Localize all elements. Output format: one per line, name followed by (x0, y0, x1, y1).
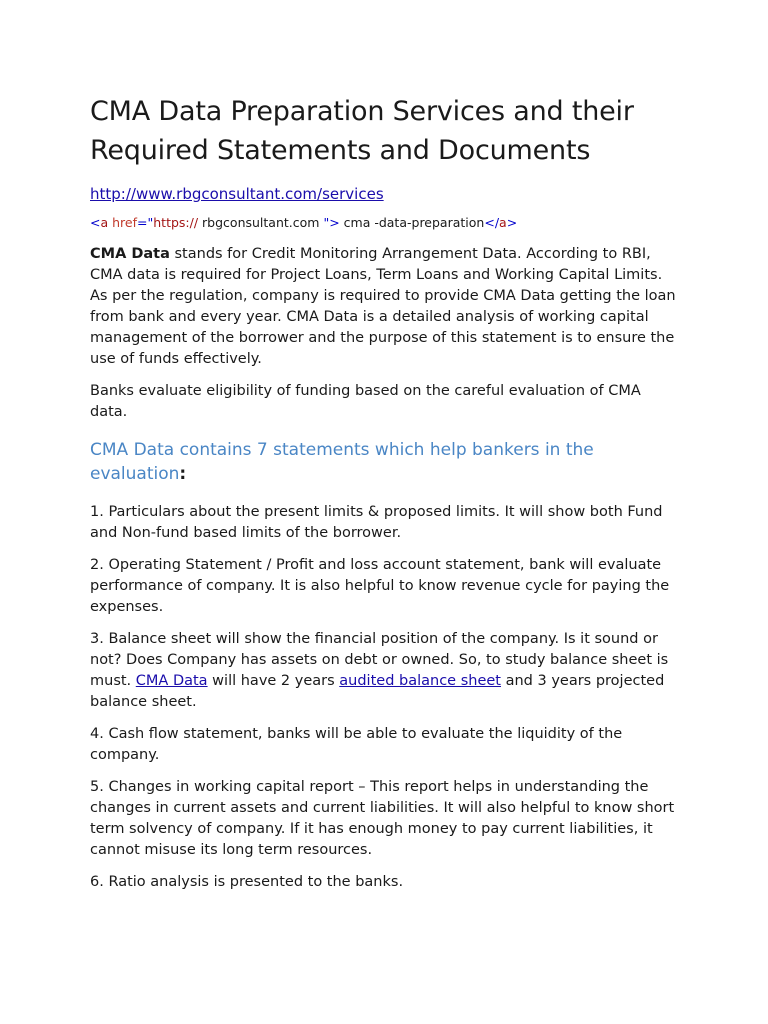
intro-bold-term: CMA Data (90, 246, 170, 262)
code-tag-name: a (100, 215, 109, 230)
code-close-gt: > (506, 215, 518, 230)
list-item-5: 5. Changes in working capital report – This report helps in understanding the changes in current assets and current liabilities. It will also helpful to know short term solvency of company. If it has enough money to pay current liabilities, it cannot misuse its long term resources. (90, 779, 675, 858)
audited-balance-sheet-link[interactable]: audited balance sheet (339, 673, 501, 689)
code-equals-quote: =" (137, 215, 154, 230)
code-attr-name: href (108, 215, 138, 230)
list-item-3 (90, 629, 680, 713)
intro-paragraph (90, 244, 680, 370)
list-item-4: 4. Cash flow statement, banks will be able to evaluate the liquidity of the company. (90, 726, 623, 763)
services-url-link[interactable]: http://www.rbgconsultant.com/services (90, 185, 384, 203)
code-close-tag: a (499, 215, 507, 230)
code-gt: > (329, 215, 340, 230)
code-domain: rbgconsultant.com (198, 215, 324, 230)
list-item-1: 1. Particulars about the present limits & proposed limits. It will show both Fund and Non-fund based limits of the borrower. (90, 504, 663, 541)
statements-heading (90, 438, 680, 486)
url-line (90, 184, 680, 214)
cma-data-link[interactable]: CMA Data (135, 673, 208, 689)
item3-text-c: and 3 years projected balance sheet. (90, 673, 665, 710)
code-close-open: </ (484, 215, 500, 230)
code-open-bracket: < (90, 215, 101, 230)
html-snippet-line (90, 214, 680, 232)
statements-heading-text: CMA Data contains 7 statements which help bankers in the evaluation (90, 440, 594, 484)
code-close-quote: " (323, 215, 330, 230)
item3-text-a: 3. Balance sheet will show the financial position of the company. Is it sound or not? Does Company has assets on debt or owned. So, to study balance sheet is must. (90, 631, 669, 689)
document-title: CMA Data Preparation Services and their Required Statements and Documents (90, 96, 634, 166)
code-protocol: https:// (153, 215, 199, 230)
statements-heading-colon: : (179, 464, 187, 484)
list-item-6: 6. Ratio analysis is presented to the banks. (90, 874, 404, 890)
code-text: cma -data-preparation (339, 215, 485, 230)
intro-text: stands for Credit Monitoring Arrangement Data. According to RBI, CMA data is required for Project Loans, Term Loans and Working Capital Limits. As per the regulation, company is required to provide CMA Data getting the loan from bank and every year. CMA Data is a detailed analysis of working capital management of the borrower and the purpose of this statement is to ensure the use of funds effectively. (90, 246, 676, 367)
list-item-2: 2. Operating Statement / Profit and loss account statement, bank will evaluate performance of company. It is also helpful to know revenue cycle for paying the expenses. (90, 557, 670, 615)
banks-paragraph: Banks evaluate eligibility of funding based on the careful evaluation of CMA data. (90, 383, 641, 420)
item3-text-b: will have 2 years (207, 673, 340, 689)
